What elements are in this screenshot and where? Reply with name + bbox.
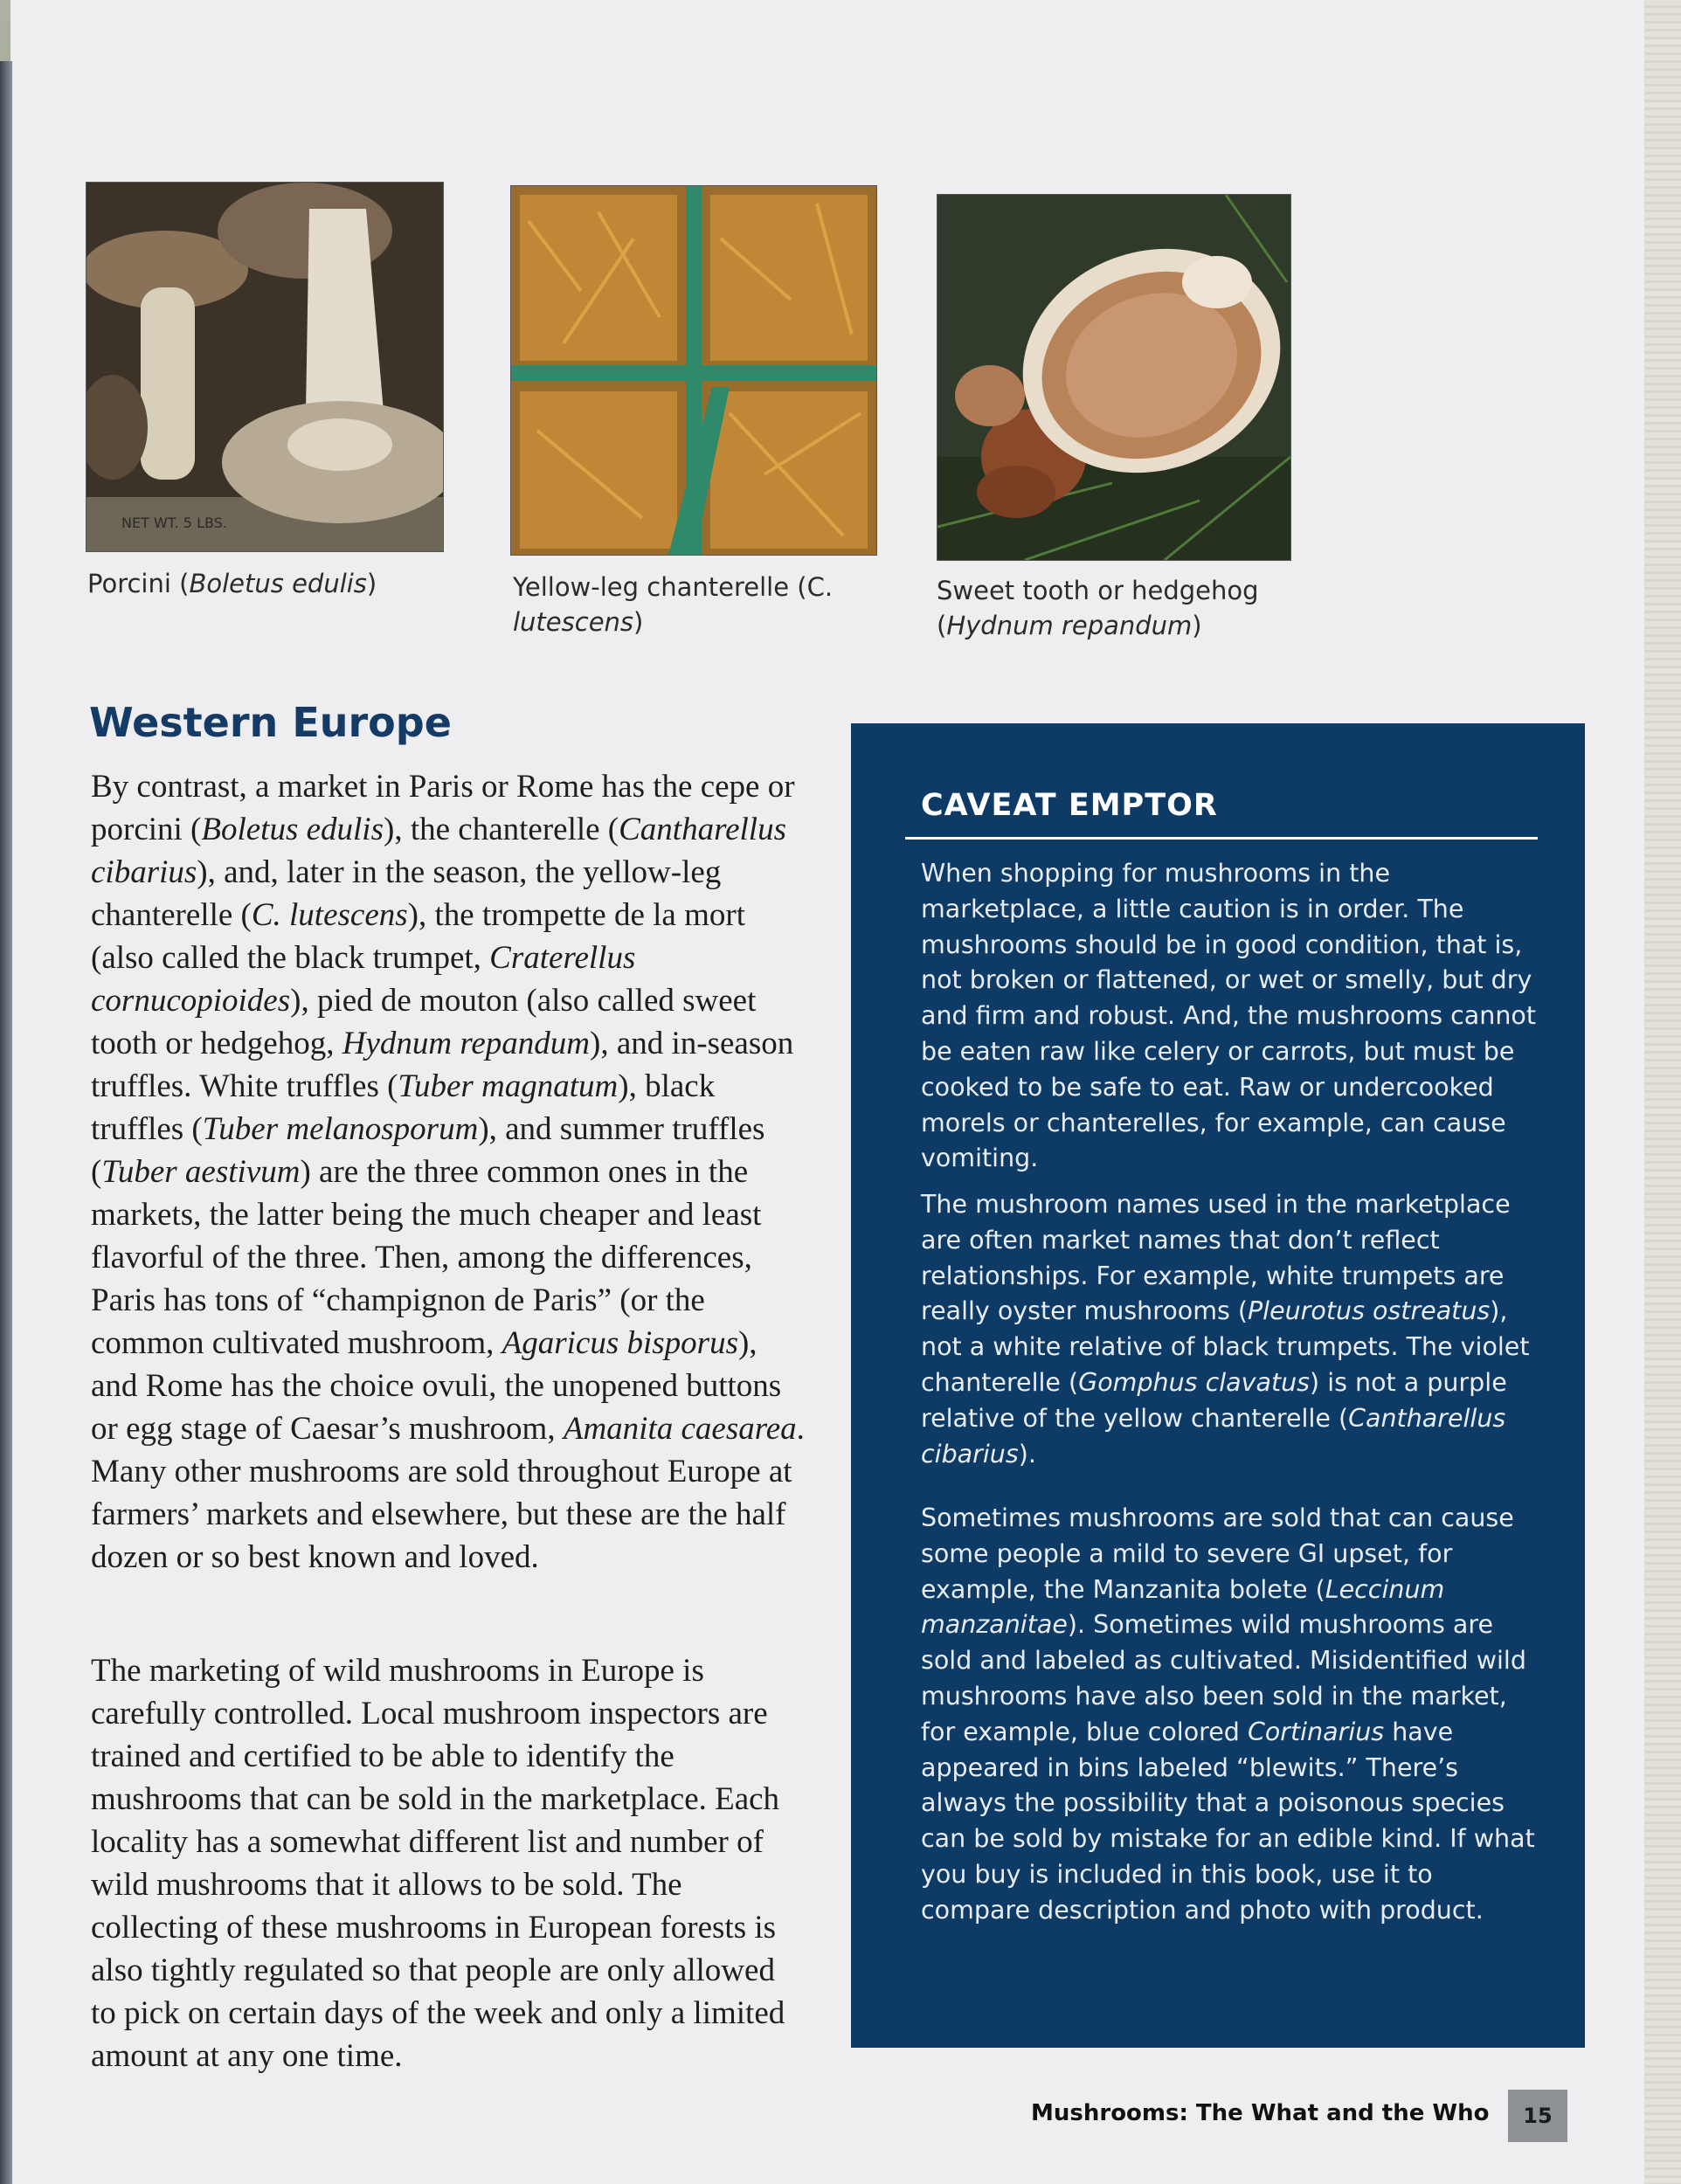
caveat-emptor-sidebar bbox=[851, 723, 1585, 2048]
latin-name: Boletus edulis bbox=[201, 812, 384, 847]
yellow-leg-chanterelle-photo bbox=[510, 185, 877, 556]
book-spine-edge bbox=[0, 61, 12, 2184]
hedgehog-caption: Sweet tooth or hedgehog (Hydnum repandum) bbox=[937, 576, 1259, 640]
porcini-caption: Porcini (Boletus edulis) bbox=[87, 569, 377, 598]
latin-name: Pleurotus ostreatus bbox=[1247, 1296, 1491, 1326]
latin-name: Craterellus cornucopioides bbox=[91, 940, 636, 1019]
latin-name: Cantharellus cibarius bbox=[921, 1403, 1506, 1469]
text-run: ) is not a purple relative of the yellow chanterelle ( bbox=[921, 1367, 1507, 1433]
text-run: ) are the three common ones in the markets, the latter being the much cheaper and least flavorful of the three. Then, among the differences, Paris has tons of “champignon de Paris” (or the common cultivated mushroom, bbox=[91, 1154, 762, 1361]
latin-name: Tuber melanosporum bbox=[202, 1111, 479, 1147]
text-run: ), and in-season truffles. White truffles ( bbox=[91, 1026, 794, 1104]
text-run: ), black truffles ( bbox=[91, 1068, 716, 1147]
latin-name: Agaricus bisporus bbox=[502, 1325, 738, 1361]
body-paragraph-1 bbox=[91, 765, 807, 1579]
sidebar-paragraph-3 bbox=[921, 1501, 1546, 1929]
text-run: . Many other mushrooms are sold throughout Europe at farmers’ markets and elsewhere, but these are the half dozen or so best known and loved. bbox=[91, 1411, 805, 1575]
sidebar-title: CAVEAT EMPTOR bbox=[921, 788, 1218, 823]
box-label: NET WT. 5 LBS. bbox=[121, 515, 227, 531]
latin-name: Cantharellus cibarius bbox=[91, 812, 786, 890]
text-run: ), pied de mouton (also called sweet tooth or hedgehog, bbox=[91, 983, 757, 1061]
text-run: Sometimes mushrooms are sold that can cause some people a mild to severe GI upset, for example, the Manzanita bolete ( bbox=[921, 1503, 1514, 1604]
text-run: ), and, later in the season, the yellow-leg chanterelle ( bbox=[91, 854, 722, 933]
latin-name: Gomphus clavatus bbox=[1078, 1367, 1311, 1397]
hedgehog-mushroom-photo bbox=[937, 194, 1291, 561]
text-run: By contrast, a market in Paris or Rome has the cepe or porcini ( bbox=[91, 769, 795, 847]
sidebar-paragraph-2 bbox=[921, 1187, 1546, 1472]
text-run: ), and Rome has the choice ovuli, the unopened buttons or egg stage of Caesar’s mushroom, bbox=[91, 1325, 782, 1447]
text-run: ). bbox=[1018, 1439, 1036, 1469]
page-number: 15 bbox=[1508, 2090, 1567, 2142]
sidebar-divider bbox=[905, 837, 1538, 840]
yellow-leg-chanterelle-caption: Yellow-leg chanterelle (C. lutescens) bbox=[513, 572, 834, 637]
sidebar-paragraph-1: When shopping for mushrooms in the marketplace, a little caution is in order. The mushrooms should be in good condition, that is, not broken or flattened, or wet or smelly, but dry and firm and robust. And, the mushrooms cannot be eaten raw like celery or carrots, but must be cooked to be safe to eat. Raw or undercooked morels or chanterelles, for example, can cause vomiting. bbox=[921, 859, 1537, 1173]
latin-name: Tuber aestivum bbox=[101, 1154, 301, 1190]
latin-name: Tuber magnatum bbox=[398, 1068, 619, 1104]
latin-name: Amanita caesarea bbox=[563, 1411, 797, 1447]
body-paragraph-2: The marketing of wild mushrooms in Europe is carefully controlled. Local mushroom inspectors are trained and certified to be able to identify the mushrooms that can be sold in the marketplace. Each locality has a somewhat different list and number of wild mushrooms that it allows to be sold. The collecting of these mushrooms in European forests is also tightly regulated so that people are only allowed to pick on certain days of the week and only a limited amount at any one time. bbox=[91, 1653, 785, 2074]
wall-background bbox=[1644, 0, 1681, 2184]
text-run: ), not a white relative of black trumpets. The violet chanterelle ( bbox=[921, 1296, 1530, 1397]
latin-name: Cortinarius bbox=[1247, 1717, 1385, 1746]
text-run: ), the trompette de la mort (also called the black trumpet, bbox=[91, 897, 745, 976]
latin-name: Hydnum repandum bbox=[342, 1026, 591, 1061]
text-run: ), and summer truffles ( bbox=[91, 1111, 765, 1190]
latin-name: Leccinum manzanitae bbox=[921, 1574, 1445, 1640]
running-footer-title: Mushrooms: The What and the Who bbox=[1031, 2100, 1490, 2126]
section-title: Western Europe bbox=[89, 699, 452, 746]
text-run: The mushroom names used in the marketplace are often market names that don’t reflect relationships. For example, white trumpets are really oyster mushrooms ( bbox=[921, 1190, 1511, 1326]
porcini-photo bbox=[86, 182, 444, 552]
latin-name: C. lutescens bbox=[251, 897, 408, 933]
text-run: have appeared in bins labeled “blewits.” There’s always the possibility that a poisonous species can be sold by mistake for an edible kind. If what you buy is included in this book, use it to compare description and photo with product. bbox=[921, 1717, 1535, 1925]
text-run: ). Sometimes wild mushrooms are sold and labeled as cultivated. Misidentified wild mushrooms have also been sold in the market, for example, blue colored bbox=[921, 1610, 1526, 1746]
text-run: ), the chanterelle ( bbox=[384, 812, 619, 847]
